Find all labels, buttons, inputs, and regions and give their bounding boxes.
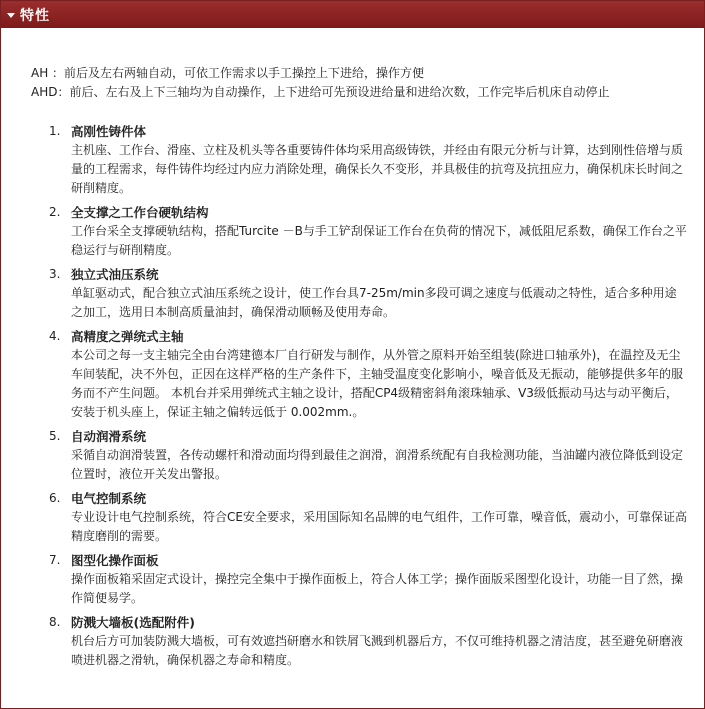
section-title: 特性 (20, 7, 50, 24)
feature-description: 本公司之每一支主轴完全由台湾建德本厂自行研发与制作，从外管之原料开始至组装(除进口轴承外)，在温控及无尘车间装配，决不外包，正因在这样严格的生产条件下，主轴受温度变化影响小，噪音低及无振动，能够提供多年的服务而不产生问题。 本机台并采用弹统式主轴之设计，搭配CP4级精密斜角滚珠轴承、V3级低振动马达与动平衡后，安装于机头座上，保证主轴之偏转远低于 0.002mm.。 (71, 348, 684, 419)
feature-number: 4. (49, 329, 61, 343)
feature-title: 自动润滑系统 (71, 429, 147, 444)
feature-item (31, 489, 688, 546)
feature-item (31, 327, 688, 422)
intro-ah: AH ：前后及左右两轴自动，可依工作需求以手工操控上下进给，操作方便 (31, 66, 425, 80)
collapse-arrow-icon[interactable] (7, 13, 15, 18)
feature-title: 全支撑之工作台硬轨结构 (71, 205, 209, 220)
feature-item (31, 427, 688, 484)
feature-description: 采循自动润滑装置，各传动螺杆和滑动面均得到最佳之润滑，润滑系统配有自我检测功能，当油罐内液位降低到设定位置时，液位开关发出警报。 (71, 448, 684, 481)
section-content (1, 28, 704, 670)
feature-item (31, 551, 688, 608)
feature-number: 7. (49, 553, 61, 567)
feature-title: 高刚性铸件体 (71, 124, 147, 139)
feature-item (31, 203, 688, 260)
intro-ahd: AHD：前后、左右及上下三轴均为自动操作，上下进给可先预设进给量和进给次数，工作完毕后机床自动停止 (31, 85, 610, 99)
feature-number: 6. (49, 491, 61, 505)
feature-description: 机台后方可加装防溅大墙板，可有效遮挡研磨水和铁屑飞溅到机器后方，不仅可维持机器之清洁度，甚至避免研磨液喷进机器之滑轨，确保机器之寿命和精度。 (71, 634, 684, 667)
feature-title: 独立式油压系统 (71, 267, 159, 282)
feature-description: 单缸驱动式，配合独立式油压系统之设计，使工作台具7-25m/min多段可调之速度与低震动之特性，适合多种用途之加工，选用日本制高质量油封，确保滑动顺畅及使用寿命。 (71, 286, 677, 319)
feature-item (31, 122, 688, 198)
feature-description: 操作面板箱采固定式设计，操控完全集中于操作面板上，符合人体工学；操作面版采图型化设计，功能一目了然，操作简便易学。 (71, 572, 684, 605)
section-header[interactable] (1, 1, 704, 28)
feature-item (31, 613, 688, 670)
feature-description: 主机座、工作台、滑座、立柱及机头等各重要铸件体均采用高级铸铁，并经由有限元分析与计算，达到刚性倍增与质量的工程需求，每件铸件均经过内应力消除处理，确保长久不变形，并具极佳的抗弯及抗扭应力，确保机床长时间之研削精度。 (71, 143, 684, 195)
feature-description: 专业设计电气控制系统，符合CE安全要求，采用国际知名品牌的电气组件，工作可靠，噪音低，震动小，可靠保证高精度磨削的需要。 (71, 510, 687, 543)
feature-item (31, 265, 688, 322)
feature-number: 8. (49, 615, 61, 629)
feature-title: 电气控制系统 (71, 491, 147, 506)
feature-title: 图型化操作面板 (71, 553, 159, 568)
feature-title: 高精度之弹统式主轴 (71, 329, 184, 344)
feature-number: 1. (49, 124, 61, 138)
feature-title: 防溅大墙板(选配附件) (71, 615, 195, 630)
feature-number: 3. (49, 267, 61, 281)
feature-list (31, 122, 688, 670)
feature-description: 工作台采全支撑硬轨结构，搭配Turcite －B与手工铲刮保证工作台在负荷的情况下，减低阻尼系数，确保工作台之平稳运行与研削精度。 (71, 224, 687, 257)
feature-number: 5. (49, 429, 61, 443)
feature-number: 2. (49, 205, 61, 219)
intro-block (31, 64, 688, 102)
